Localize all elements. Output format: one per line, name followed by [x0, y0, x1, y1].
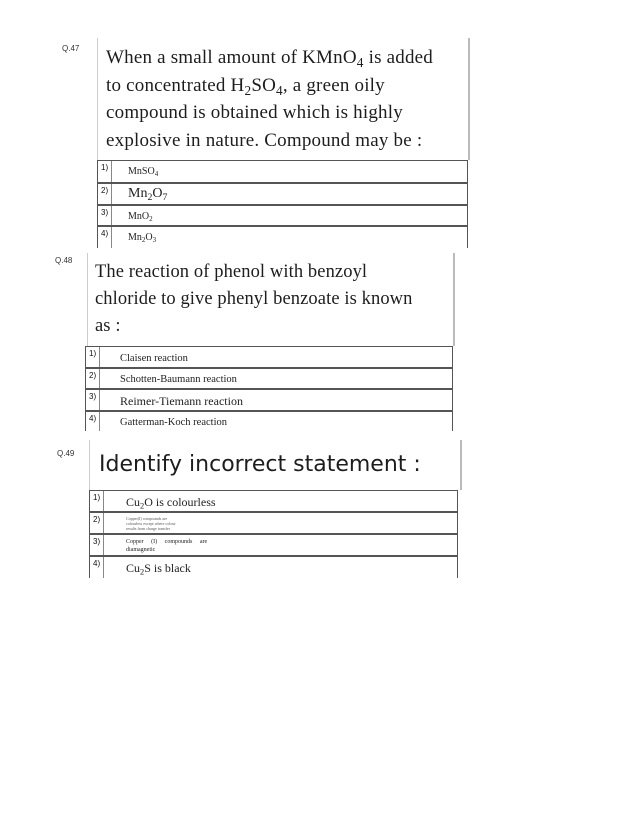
question-stem-box	[87, 253, 455, 346]
option-divider	[111, 206, 112, 225]
options-table	[85, 346, 453, 431]
options-table	[97, 160, 468, 248]
option-number: 1)	[93, 493, 101, 502]
option-text: Copper(I) compounds are colourless except where colour results from charge transfer	[126, 516, 176, 531]
question-stem-box	[89, 440, 462, 490]
option-divider	[111, 161, 112, 182]
question-stem: When a small amount of KMnO$_4$ is added to concentrated $H_2SO_4$, a green oily compound is obtained which is highly explosive in nature. Compound may be :	[106, 47, 433, 151]
option-text: MnSO$_4$	[128, 166, 159, 179]
option-number: 3)	[93, 537, 101, 546]
option-number: 4)	[101, 229, 109, 238]
option-number: 3)	[101, 208, 109, 217]
option-row[interactable]	[89, 534, 458, 556]
option-row[interactable]	[97, 160, 468, 183]
option-text: Schotten-Baumann reaction	[120, 374, 237, 385]
question-number: Q.49	[57, 449, 75, 458]
option-divider	[103, 535, 104, 555]
option-divider	[99, 390, 100, 410]
option-divider	[103, 513, 104, 533]
question-number: Q.47	[62, 44, 80, 53]
option-text: $Mn_2O_3$	[128, 232, 157, 245]
option-row[interactable]	[97, 205, 468, 226]
option-text: $Cu_2S$ is black	[126, 561, 191, 577]
option-text: $Mn_2O_7$	[128, 186, 168, 203]
option-row[interactable]	[89, 490, 458, 512]
options-table	[89, 490, 458, 578]
question-stem: The reaction of phenol with benzoyl chloride to give phenyl benzoate is known as :	[95, 262, 413, 336]
option-row[interactable]	[85, 368, 453, 389]
option-divider	[99, 347, 100, 367]
option-divider	[103, 557, 104, 578]
option-text: Copper (I) compounds are diamagnetic	[126, 539, 208, 553]
option-row[interactable]	[97, 183, 468, 205]
option-text: Claisen reaction	[120, 353, 188, 364]
option-number: 1)	[101, 163, 109, 172]
option-divider	[99, 412, 100, 431]
option-row[interactable]	[85, 346, 453, 368]
option-row[interactable]	[89, 512, 458, 534]
option-number: 2)	[101, 186, 109, 195]
question-number: Q.48	[55, 256, 73, 265]
option-number: 2)	[89, 371, 97, 380]
option-text: $Cu_2O$ is colourless	[126, 495, 216, 511]
option-row[interactable]	[97, 226, 468, 248]
option-number: 4)	[89, 414, 97, 423]
option-divider	[111, 227, 112, 248]
option-text: MnO$_2$	[128, 211, 153, 224]
option-number: 2)	[93, 515, 101, 524]
option-number: 3)	[89, 392, 97, 401]
option-divider	[103, 491, 104, 511]
option-number: 1)	[89, 349, 97, 358]
option-row[interactable]	[85, 411, 453, 431]
option-number: 4)	[93, 559, 101, 568]
question-stem-box	[97, 38, 470, 160]
option-text: Reimer-Tiemann reaction	[120, 394, 243, 408]
option-row[interactable]	[85, 389, 453, 411]
option-row[interactable]	[89, 556, 458, 578]
option-divider	[99, 369, 100, 388]
question-stem: Identify incorrect statement :	[99, 452, 421, 477]
option-divider	[111, 184, 112, 204]
option-text: Gatterman-Koch reaction	[120, 417, 227, 428]
